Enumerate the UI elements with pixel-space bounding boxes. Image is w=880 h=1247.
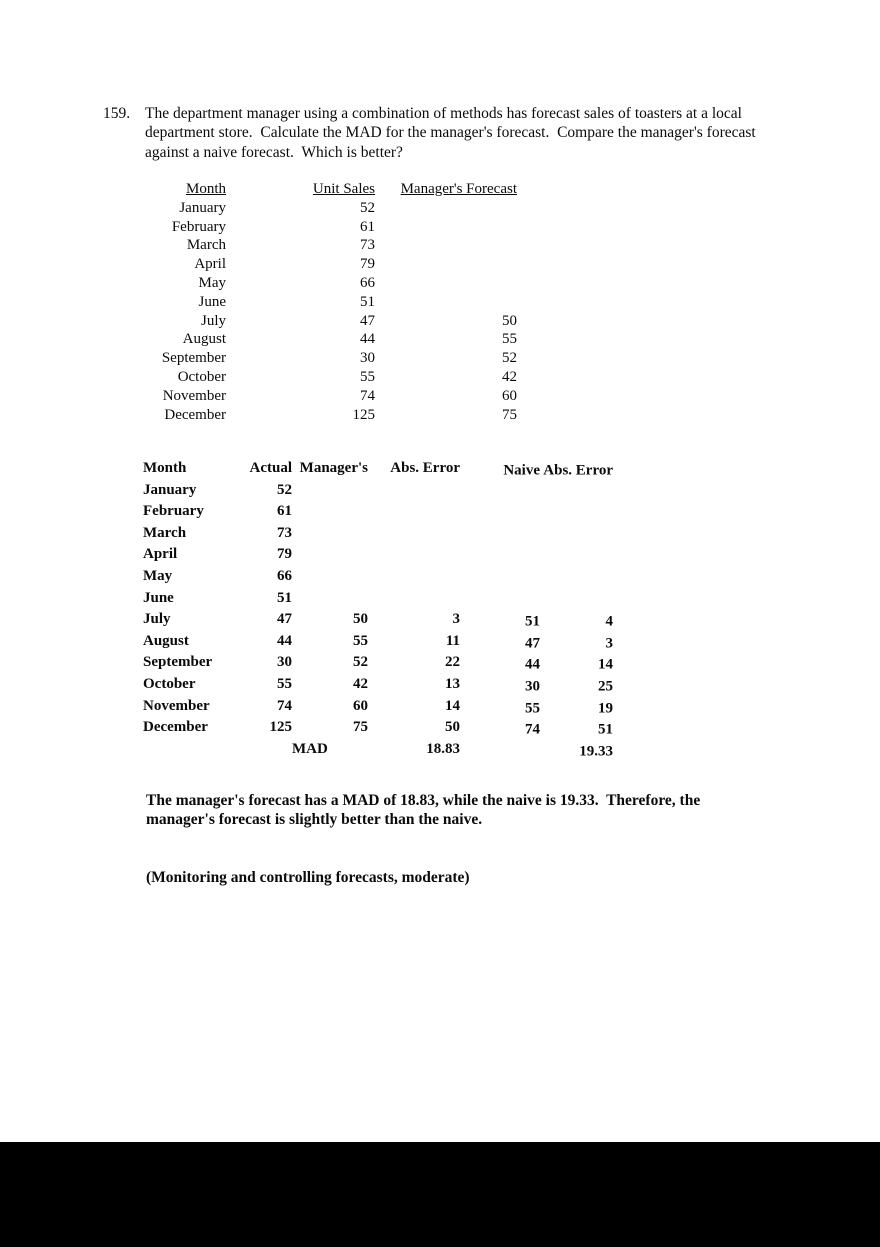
managers-forecast-cell	[375, 236, 517, 255]
managers-forecast-cell: 75	[502, 406, 517, 423]
actual-cell: 73	[277, 524, 292, 541]
actual-cell: 52	[277, 481, 292, 498]
month-cell: May	[198, 274, 226, 291]
actual-cell: 79	[277, 546, 292, 563]
table-row	[150, 236, 517, 255]
managers-mad-value: 18.83	[426, 740, 460, 757]
table-row	[143, 696, 613, 718]
unit-sales-cell: 52	[360, 199, 375, 216]
mad-label: MAD	[292, 740, 328, 757]
question-block	[103, 104, 775, 162]
month-cell: February	[143, 503, 204, 520]
naive-cell	[460, 547, 540, 569]
month-cell: July	[143, 611, 171, 628]
managers-forecast-cell: 52	[502, 350, 517, 367]
abs-error-cell: 11	[445, 632, 460, 649]
abs-error-cell: 3	[605, 635, 613, 652]
month-header: Month	[185, 181, 226, 197]
month-cell: July	[200, 312, 226, 329]
month-cell: March	[143, 524, 187, 541]
abs-error-cell: 25	[598, 678, 613, 695]
table-row	[143, 544, 613, 566]
unit-sales-cell: 30	[360, 350, 375, 367]
month-cell: December	[143, 719, 208, 736]
table-row	[150, 368, 517, 387]
table-row	[150, 312, 517, 331]
solution-table	[143, 458, 613, 760]
abs-error-cell: 22	[445, 654, 460, 671]
managers-forecast-cell: 42	[502, 368, 517, 385]
actual-cell: 47	[277, 611, 292, 628]
actual-cell: 66	[277, 567, 292, 584]
naive-cell: 55	[525, 700, 540, 717]
month-cell: April	[194, 256, 226, 273]
unit-sales-cell: 51	[360, 293, 375, 310]
month-cell: June	[143, 589, 174, 606]
naive-cell	[460, 482, 540, 504]
managers-forecast-cell: 50	[502, 312, 517, 329]
abs-error-cell: 14	[445, 697, 460, 714]
month-cell: January	[143, 481, 197, 498]
actual-cell: 30	[277, 654, 292, 671]
naive-cell: 44	[525, 656, 540, 673]
month-cell: May	[143, 567, 173, 584]
abs-error-cell: 14	[598, 656, 613, 673]
unit-sales-cell: 79	[360, 256, 375, 273]
question-number: 159.	[103, 105, 131, 122]
table-row	[143, 501, 613, 523]
table-row	[150, 218, 517, 237]
forecast-data-table	[150, 180, 517, 424]
managers-forecast-cell: 55	[502, 331, 517, 348]
managers-forecast-header: Manager's Forecast	[400, 181, 517, 197]
actual-cell: 44	[277, 632, 292, 649]
managers-forecast-cell: 60	[502, 387, 517, 404]
question-text: The department manager using a combination of methods has forecast sales of toasters at a local department store. Calculate the MAD for the manager's forecast. Compare the manager's forecast against a naive forecast. Which is better?	[145, 105, 760, 161]
abs-error-cell	[540, 504, 613, 526]
table-row	[143, 609, 613, 631]
managers-cell	[292, 480, 368, 502]
answer-classification: (Monitoring and controlling forecasts, moderate)	[146, 868, 470, 886]
unit-sales-header: Unit Sales	[312, 181, 375, 197]
month-header: Month	[143, 460, 187, 476]
table-row	[143, 480, 613, 502]
actual-cell: 51	[277, 589, 292, 606]
table-row	[150, 349, 517, 368]
naive-cell: 30	[525, 678, 540, 695]
table-row	[150, 406, 517, 425]
actual-header: Actual	[249, 460, 292, 476]
managers-forecast-cell	[375, 255, 517, 274]
unit-sales-cell: 125	[352, 406, 375, 423]
month-cell: September	[161, 350, 226, 367]
answer-block	[146, 752, 730, 906]
table-row	[143, 566, 613, 588]
abs-error-cell	[540, 482, 613, 504]
abs-error-cell	[540, 547, 613, 569]
managers-cell: 55	[353, 632, 368, 649]
naive-cell: 74	[525, 721, 540, 738]
managers-cell	[292, 566, 368, 588]
managers-forecast-cell	[375, 218, 517, 237]
naive-cell	[460, 504, 540, 526]
naive-mad-value: 19.33	[579, 743, 613, 760]
abs-error-cell: 4	[605, 613, 613, 630]
unit-sales-cell: 47	[360, 312, 375, 329]
managers-cell	[292, 501, 368, 523]
table-row	[150, 293, 517, 312]
table-header-row	[150, 180, 517, 199]
abs-error-cell: 19	[598, 700, 613, 717]
answer-text: The manager's forecast has a MAD of 18.83, while the naive is 19.33. Therefore, the manager's forecast is slightly better than the naive.	[146, 791, 705, 828]
managers-forecast-cell	[375, 293, 517, 312]
month-cell: April	[143, 546, 178, 563]
naive-header: Naive	[503, 462, 540, 479]
abs-error-cell	[368, 523, 460, 545]
month-cell: December	[164, 406, 226, 423]
abs-error-cell	[368, 501, 460, 523]
actual-cell: 125	[269, 719, 292, 736]
abs-error-cell	[540, 525, 613, 547]
month-cell: October	[143, 675, 196, 692]
abs-error-cell: 13	[445, 675, 460, 692]
table-row	[150, 274, 517, 293]
naive-cell: 47	[525, 635, 540, 652]
unit-sales-cell: 73	[360, 237, 375, 254]
abs-error-header: Abs. Error	[543, 462, 613, 479]
table-row	[150, 255, 517, 274]
abs-error-cell: 51	[598, 721, 613, 738]
managers-header: Manager's	[299, 460, 368, 476]
unit-sales-cell: 61	[360, 218, 375, 235]
month-cell: March	[186, 237, 226, 254]
abs-error-cell	[540, 568, 613, 590]
month-cell: February	[171, 218, 226, 235]
table-row	[143, 523, 613, 545]
table-row	[150, 330, 517, 349]
abs-error-cell	[368, 588, 460, 610]
month-cell: September	[143, 654, 213, 671]
table-row	[143, 652, 613, 674]
managers-forecast-cell	[375, 274, 517, 293]
table-row	[143, 631, 613, 653]
managers-cell	[292, 588, 368, 610]
naive-cell: 51	[525, 613, 540, 630]
table-header-row	[143, 458, 613, 480]
unit-sales-cell: 74	[360, 387, 375, 404]
abs-error-cell	[540, 590, 613, 612]
abs-error-cell	[368, 544, 460, 566]
bottom-black-bar	[0, 1142, 880, 1247]
naive-cell	[460, 525, 540, 547]
table-row	[143, 717, 613, 739]
managers-cell: 42	[353, 675, 368, 692]
managers-cell	[292, 523, 368, 545]
unit-sales-cell: 55	[360, 368, 375, 385]
managers-cell: 75	[353, 719, 368, 736]
naive-cell	[460, 590, 540, 612]
month-cell: October	[177, 368, 226, 385]
month-cell: August	[143, 632, 189, 649]
table-row	[150, 199, 517, 218]
month-cell: January	[179, 199, 226, 216]
table-row	[143, 588, 613, 610]
managers-cell: 60	[353, 697, 368, 714]
table-row	[150, 387, 517, 406]
managers-cell: 50	[353, 611, 368, 628]
actual-cell: 74	[277, 697, 292, 714]
managers-cell: 52	[353, 654, 368, 671]
abs-error-cell	[368, 566, 460, 588]
unit-sales-cell: 66	[360, 274, 375, 291]
naive-cell	[460, 568, 540, 590]
abs-error-cell	[368, 480, 460, 502]
abs-error-cell: 50	[445, 719, 460, 736]
month-cell: November	[143, 697, 210, 714]
unit-sales-cell: 44	[360, 331, 375, 348]
abs-error-header: Abs. Error	[390, 460, 460, 476]
abs-error-cell: 3	[452, 611, 460, 628]
managers-cell	[292, 544, 368, 566]
actual-cell: 61	[277, 503, 292, 520]
managers-forecast-cell	[375, 199, 517, 218]
month-cell: August	[182, 331, 226, 348]
month-cell: November	[162, 387, 226, 404]
table-row	[143, 674, 613, 696]
month-cell: June	[198, 293, 226, 310]
actual-cell: 55	[277, 675, 292, 692]
